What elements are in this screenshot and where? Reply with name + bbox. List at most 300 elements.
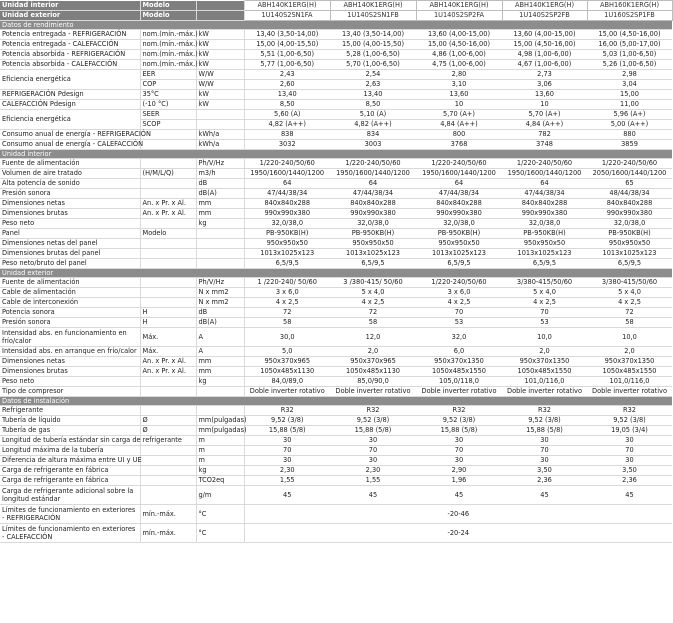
row-label: Dimensiones brutas [0, 209, 140, 219]
value-cell: 950x950x50 [330, 239, 416, 249]
merged-value: -20-24 [244, 524, 672, 543]
value-cell: 15,00 [587, 90, 672, 100]
value-cell: 70 [502, 446, 587, 456]
value-cell: 3 x 6,0 [244, 288, 330, 298]
row-unit: mm(pulgadas) [196, 426, 244, 436]
value-cell: 5,28 (1,00-6,50) [330, 50, 416, 60]
row-condition [140, 406, 196, 416]
value-cell: 30 [330, 436, 416, 446]
value-cell: 990x990x380 [587, 209, 672, 219]
value-cell: 6,5/9,5 [502, 259, 587, 269]
spec-row [0, 40, 672, 50]
row-unit: g/m [196, 486, 244, 505]
value-cell: 990x990x380 [330, 209, 416, 219]
spec-row [0, 377, 672, 387]
row-label: Refrigerante [0, 406, 140, 416]
value-cell: 6,5/9,5 [587, 259, 672, 269]
row-label: Cable de alimentación [0, 288, 140, 298]
value-cell: ABH140K1ERG(H) [502, 1, 587, 11]
spec-row [0, 189, 672, 199]
value-cell: 800 [416, 130, 502, 140]
value-cell: 3003 [330, 140, 416, 150]
value-cell: 880 [587, 130, 672, 140]
value-cell: 58 [330, 318, 416, 328]
row-unit: A [196, 328, 244, 347]
spec-row [0, 328, 672, 347]
row-label: Dimensiones netas [0, 357, 140, 367]
row-condition: Máx. [140, 328, 196, 347]
row-condition [140, 486, 196, 505]
value-cell: 3/380-415/50/60 [587, 278, 672, 288]
row-condition [140, 446, 196, 456]
row-label: Presión sonora [0, 189, 140, 199]
value-cell: 47/44/38/34 [416, 189, 502, 199]
value-cell: 950x950x50 [502, 239, 587, 249]
value-cell: 6,5/9,5 [416, 259, 502, 269]
value-cell: 950x950x50 [587, 239, 672, 249]
value-cell: 834 [330, 130, 416, 140]
value-cell: 4,67 (1,00-6,00) [502, 60, 587, 70]
value-cell: 1050x485x1550 [416, 367, 502, 377]
spec-row [0, 298, 672, 308]
value-cell: 13,60 (4,00-15,00) [502, 30, 587, 40]
value-cell: 840x840x288 [587, 199, 672, 209]
value-cell: 13,40 (3,50-14,00) [244, 30, 330, 40]
value-cell: 5,70 (A+) [502, 110, 587, 120]
row-condition: An. x Pr. x Al. [140, 357, 196, 367]
row-unit: kg [196, 377, 244, 387]
row-label: Eficiencia energética [0, 70, 140, 90]
value-cell: 64 [502, 179, 587, 189]
row-condition [140, 288, 196, 298]
row-label: Consumo anual de energía - REFRIGERACIÓN [2, 130, 151, 139]
row-condition [140, 466, 196, 476]
value-cell: 45 [587, 486, 672, 505]
spec-row [0, 169, 672, 179]
row-condition [140, 179, 196, 189]
row-unit: kW [196, 30, 244, 40]
value-cell: 65 [587, 179, 672, 189]
spec-row [0, 140, 672, 150]
section-title: Unidad exterior [0, 269, 672, 278]
row-condition: An. x Pr. x Al. [140, 209, 196, 219]
row-label: Alta potencia de sonido [0, 179, 140, 189]
row-unit [196, 11, 244, 21]
row-condition: Modelo [140, 1, 196, 11]
value-cell: Doble inverter rotativo [416, 387, 502, 397]
value-cell: 45 [416, 486, 502, 505]
value-cell: 9,52 (3/8) [244, 416, 330, 426]
value-cell: 2050/1600/1440/1200 [587, 169, 672, 179]
row-condition: An. x Pr. x Al. [140, 199, 196, 209]
value-cell: 1950/1600/1440/1200 [330, 169, 416, 179]
row-unit: kg [196, 219, 244, 229]
value-cell: 15,88 (5/8) [330, 426, 416, 436]
value-cell: 1950/1600/1440/1200 [416, 169, 502, 179]
row-label: REFRIGERACIÓN Pdesign [0, 90, 140, 100]
value-cell: 3768 [416, 140, 502, 150]
spec-row [0, 90, 672, 100]
value-cell: 1,55 [244, 476, 330, 486]
value-cell: 990x990x380 [502, 209, 587, 219]
value-cell: 8,50 [244, 100, 330, 110]
row-unit: m [196, 456, 244, 466]
value-cell: 2,0 [330, 347, 416, 357]
row-label: Fuente de alimentación [0, 278, 140, 288]
value-cell: 1/220-240/50/60 [330, 159, 416, 169]
section-header [0, 150, 672, 159]
value-cell: 101,0/116,0 [587, 377, 672, 387]
value-cell: 3748 [502, 140, 587, 150]
value-cell: 15,00 (4,00-15,50) [244, 40, 330, 50]
value-cell: 5 x 4,0 [330, 288, 416, 298]
row-condition [140, 140, 196, 150]
value-cell: 64 [244, 179, 330, 189]
row-label: Potencia sonora [0, 308, 140, 318]
row-condition: Modelo [140, 11, 196, 21]
row-condition [140, 387, 196, 397]
value-cell: 47/44/38/34 [330, 189, 416, 199]
value-cell: 6,0 [416, 347, 502, 357]
row-condition: COP [140, 80, 196, 90]
row-unit: m [196, 446, 244, 456]
row-label: Cable de interconexión [0, 298, 140, 308]
spec-row [0, 278, 672, 288]
row-condition: SEER [140, 110, 196, 120]
value-cell: 4 x 2,5 [244, 298, 330, 308]
value-cell: 950x370x965 [244, 357, 330, 367]
row-condition: H [140, 308, 196, 318]
value-cell: 9,52 (3/8) [416, 416, 502, 426]
value-cell: 30 [502, 456, 587, 466]
row-label: Longitud de tubería estándar sin carga de refrigerante [2, 436, 182, 445]
spec-row [0, 130, 672, 140]
value-cell: 2,98 [587, 70, 672, 80]
spec-row [0, 476, 672, 486]
spec-row [0, 249, 672, 259]
row-unit: mm [196, 199, 244, 209]
value-cell: 30,0 [244, 328, 330, 347]
value-cell: 45 [502, 486, 587, 505]
row-label: Intensidad abs. en funcionamiento en frío/calor [0, 328, 140, 347]
row-unit: A [196, 347, 244, 357]
row-condition: Máx. [140, 347, 196, 357]
row-condition [140, 377, 196, 387]
value-cell: 47/44/38/34 [502, 189, 587, 199]
row-condition: Ø [140, 426, 196, 436]
value-cell: 15,88 (5/8) [244, 426, 330, 436]
spec-row [0, 159, 672, 169]
row-unit: W/W [196, 70, 244, 80]
row-label: Longitud máxima de la tubería [0, 446, 140, 456]
value-cell: 2,0 [587, 347, 672, 357]
value-cell: 5,26 (1,00-6,50) [587, 60, 672, 70]
row-unit: N x mm2 [196, 298, 244, 308]
value-cell: PB-950KB(H) [416, 229, 502, 239]
value-cell: 15,00 (4,00-15,50) [330, 40, 416, 50]
row-unit [196, 406, 244, 416]
value-cell: R32 [502, 406, 587, 416]
spec-row [0, 456, 672, 466]
row-unit [196, 229, 244, 239]
value-cell: 6,5/9,5 [330, 259, 416, 269]
value-cell: 2,63 [330, 80, 416, 90]
value-cell: 2,54 [330, 70, 416, 80]
value-cell: 1U140S2SP2FA [416, 11, 502, 21]
row-condition: nom.(mín.-máx.) [140, 30, 196, 40]
value-cell: ABH140K1ERG(H) [330, 1, 416, 11]
value-cell: 11,00 [587, 100, 672, 110]
row-label: Consumo anual de energía - CALEFACCIÓN [2, 140, 144, 149]
row-condition [140, 298, 196, 308]
row-unit [196, 239, 244, 249]
value-cell: 70 [244, 446, 330, 456]
value-cell: 10,0 [502, 328, 587, 347]
row-unit: mm [196, 357, 244, 367]
spec-row [0, 308, 672, 318]
spec-row [0, 110, 672, 120]
value-cell: 70 [502, 308, 587, 318]
row-condition [140, 259, 196, 269]
value-cell: 32,0/38,0 [502, 219, 587, 229]
value-cell: Doble inverter rotativo [244, 387, 330, 397]
spec-row [0, 30, 672, 40]
value-cell: 1950/1600/1440/1200 [244, 169, 330, 179]
row-unit: Ph/V/Hz [196, 278, 244, 288]
section-header [0, 21, 672, 30]
value-cell: 838 [244, 130, 330, 140]
spec-row [0, 288, 672, 298]
row-label: Presión sonora [0, 318, 140, 328]
value-cell: 5 x 4,0 [502, 288, 587, 298]
value-cell: 13,40 [244, 90, 330, 100]
value-cell: 1013x1025x123 [244, 249, 330, 259]
value-cell: 70 [330, 446, 416, 456]
value-cell: 15,00 (4,50-16,00) [416, 40, 502, 50]
value-cell: 72 [587, 308, 672, 318]
row-unit: m3/h [196, 169, 244, 179]
row-condition: nom.(mín.-máx.) [140, 60, 196, 70]
value-cell: 30 [244, 456, 330, 466]
value-cell: 3/380-415/50/60 [502, 278, 587, 288]
value-cell: 5,00 (A++) [587, 120, 672, 130]
row-label: Unidad exterior [0, 11, 140, 21]
row-unit: °C [196, 505, 244, 524]
value-cell: 2,0 [502, 347, 587, 357]
row-unit [196, 387, 244, 397]
row-label: Carga de refrigerante en fábrica [0, 476, 140, 486]
value-cell: 8,50 [330, 100, 416, 110]
spec-row [0, 199, 672, 209]
value-cell: 2,43 [244, 70, 330, 80]
row-label: Tipo de compresor [0, 387, 140, 397]
value-cell: 4,75 (1,00-6,00) [416, 60, 502, 70]
value-cell: ABH160K1ERG(H) [587, 1, 672, 11]
value-cell: 72 [330, 308, 416, 318]
spec-row [0, 406, 672, 416]
value-cell: 30 [587, 456, 672, 466]
row-condition: An. x Pr. x Al. [140, 367, 196, 377]
spec-row [0, 524, 672, 543]
row-unit: Ph/V/Hz [196, 159, 244, 169]
value-cell: 4 x 2,5 [416, 298, 502, 308]
value-cell: 1013x1025x123 [502, 249, 587, 259]
value-cell: 990x990x380 [244, 209, 330, 219]
value-cell: 3,06 [502, 80, 587, 90]
row-label: Volumen de aire tratado [0, 169, 140, 179]
value-cell: 3859 [587, 140, 672, 150]
row-condition [140, 456, 196, 466]
spec-row [0, 357, 672, 367]
row-unit: kg [196, 466, 244, 476]
value-cell: 4,82 (A++) [244, 120, 330, 130]
row-label: Carga de refrigerante adicional sobre la longitud estándar [0, 486, 140, 505]
value-cell: 16,00 (5,00-17,00) [587, 40, 672, 50]
row-unit: m [196, 436, 244, 446]
value-cell: 2,73 [502, 70, 587, 80]
value-cell: 1/220-240/50/60 [587, 159, 672, 169]
row-label: Peso neto [0, 377, 140, 387]
row-label: Potencia absorbida - CALEFACCIÓN [0, 60, 140, 70]
value-cell: 4,84 (A++) [416, 120, 502, 130]
value-cell: 950x950x50 [244, 239, 330, 249]
row-label: Peso neto [0, 219, 140, 229]
value-cell: ABH140K1ERG(H) [416, 1, 502, 11]
row-label: Tubería de líquido [0, 416, 140, 426]
value-cell: 70 [416, 308, 502, 318]
value-cell: 3,10 [416, 80, 502, 90]
value-cell: 1 /220-240/ 50/60 [244, 278, 330, 288]
value-cell: 1U140S2SP2FB [502, 11, 587, 21]
value-cell: 4,86 (1,00-6,00) [416, 50, 502, 60]
value-cell: R32 [416, 406, 502, 416]
value-cell: 105,0/118,0 [416, 377, 502, 387]
row-unit: dB [196, 308, 244, 318]
value-cell: 2,60 [244, 80, 330, 90]
value-cell: PB-950KB(H) [502, 229, 587, 239]
row-unit: dB(A) [196, 189, 244, 199]
value-cell: Doble inverter rotativo [502, 387, 587, 397]
row-label: Unidad interior [0, 1, 140, 11]
value-cell: 12,0 [330, 328, 416, 347]
spec-row [0, 367, 672, 377]
value-cell: 85,0/90,0 [330, 377, 416, 387]
value-cell: 30 [244, 436, 330, 446]
value-cell: 3032 [244, 140, 330, 150]
value-cell: 4,84 (A++) [502, 120, 587, 130]
row-condition [140, 189, 196, 199]
value-cell: 1,96 [416, 476, 502, 486]
value-cell: 1/220-240/50/60 [416, 278, 502, 288]
value-cell: 5,96 (A+) [587, 110, 672, 120]
row-label: Intensidad abs. en arranque en frío/calor [0, 347, 140, 357]
row-unit [196, 120, 244, 130]
value-cell: 5,03 (1,00-6,50) [587, 50, 672, 60]
value-cell: 15,88 (5/8) [416, 426, 502, 436]
row-unit: mm(pulgadas) [196, 416, 244, 426]
row-unit: dB [196, 179, 244, 189]
value-cell: 101,0/116,0 [502, 377, 587, 387]
spec-row [0, 229, 672, 239]
value-cell: 840x840x288 [244, 199, 330, 209]
row-unit: TCO2eq [196, 476, 244, 486]
spec-row [0, 219, 672, 229]
value-cell: 10 [416, 100, 502, 110]
row-unit: N x mm2 [196, 288, 244, 298]
section-title: Unidad interior [0, 150, 672, 159]
value-cell: 13,40 [330, 90, 416, 100]
row-label: CALEFACCIÓN Pdesign [0, 100, 140, 110]
row-unit: kWh/a [196, 140, 244, 150]
value-cell: 30 [502, 436, 587, 446]
value-cell: 782 [502, 130, 587, 140]
value-cell: 70 [587, 446, 672, 456]
value-cell: 1050x485x1550 [502, 367, 587, 377]
row-condition [140, 219, 196, 229]
value-cell: 6,5/9,5 [244, 259, 330, 269]
spec-row [0, 505, 672, 524]
row-condition: mín.-máx. [140, 505, 196, 524]
row-unit: °C [196, 524, 244, 543]
value-cell: 1050x485x1130 [244, 367, 330, 377]
spec-row [0, 259, 672, 269]
value-cell: 990x990x380 [416, 209, 502, 219]
spec-row [0, 426, 672, 436]
value-cell: PB-950KB(H) [587, 229, 672, 239]
row-label: Fuente de alimentación [0, 159, 140, 169]
value-cell: 950x950x50 [416, 239, 502, 249]
value-cell: 840x840x288 [416, 199, 502, 209]
value-cell: Doble inverter rotativo [587, 387, 672, 397]
section-title: Datos de rendimiento [0, 21, 672, 30]
value-cell: 64 [416, 179, 502, 189]
value-cell: 48/44/38/34 [587, 189, 672, 199]
spec-row [0, 318, 672, 328]
row-unit: kW [196, 40, 244, 50]
row-condition: nom.(mín.-máx.) [140, 40, 196, 50]
value-cell: 4 x 2,5 [587, 298, 672, 308]
model-header-row [0, 11, 672, 21]
value-cell: 950x370x1350 [587, 357, 672, 367]
value-cell: 13,40 (3,50-14,00) [330, 30, 416, 40]
row-unit: kW [196, 50, 244, 60]
value-cell: R32 [330, 406, 416, 416]
spec-row [0, 486, 672, 505]
value-cell: 3 x 6,0 [416, 288, 502, 298]
section-header [0, 269, 672, 278]
row-label: Carga de refrigerante en fábrica [0, 466, 140, 476]
row-condition [140, 159, 196, 169]
value-cell: PB-950KB(H) [330, 229, 416, 239]
value-cell: 9,52 (3/8) [502, 416, 587, 426]
row-condition: Ø [140, 416, 196, 426]
value-cell: 840x840x288 [330, 199, 416, 209]
value-cell: R32 [587, 406, 672, 416]
value-cell: 15,88 (5/8) [502, 426, 587, 436]
row-label: Potencia absorbida - REFRIGERACIÓN [0, 50, 140, 60]
value-cell: 1050x485x1550 [587, 367, 672, 377]
value-cell: 950x370x1350 [416, 357, 502, 367]
row-unit [196, 259, 244, 269]
value-cell: 72 [244, 308, 330, 318]
row-unit: mm [196, 367, 244, 377]
row-condition [140, 476, 196, 486]
spec-row [0, 436, 672, 446]
value-cell: 2,90 [416, 466, 502, 476]
value-cell: 1/220-240/50/60 [244, 159, 330, 169]
row-label: Tubería de gas [0, 426, 140, 436]
value-cell: 30 [416, 456, 502, 466]
